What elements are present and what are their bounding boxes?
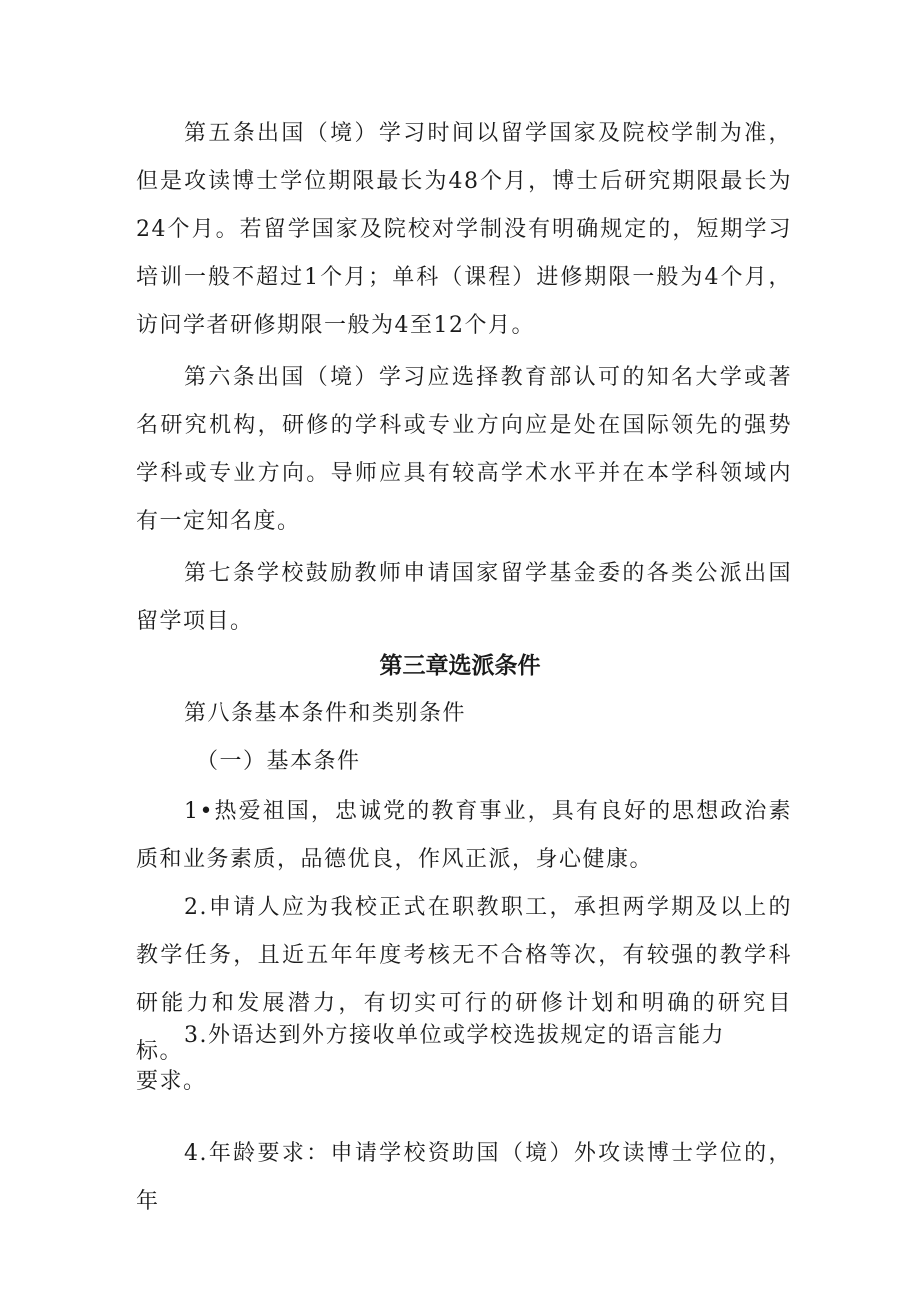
chapter-3-heading: 第三章选派条件 — [379, 653, 541, 679]
article-8-title: 第八条基本条件和类别条件 — [184, 701, 467, 726]
section-1-title: （一）基本条件 — [196, 749, 361, 774]
article-7-paragraph: 第七条学校鼓励教师申请国家留学基金委的各类公派出国留学项目。 — [136, 561, 792, 634]
article-5-paragraph: 第五条出国（境）学习时间以留学国家及院校学制为准，但是攻读博士学位期限最长为48个月，博士后研究期限最长为24个月。若留学国家及院校对学制没有明确规定的，短期学习培训一般不超过1个月；单科（课程）进修期限一般为4个月，访问学者研修期限一般为4至12个月。 — [136, 121, 792, 338]
item-3-line-1: 3.外语达到外方接收单位或学校选拔规定的语言能力 — [184, 1023, 725, 1048]
item-1-paragraph: 1•热爱祖国，忠诚党的教育事业，具有良好的思想政治素质和业务素质，品德优良，作风正派，身心健康。 — [136, 799, 792, 872]
article-6-paragraph: 第六条出国（境）学习应选择教育部认可的知名大学或著名研究机构，研修的学科或专业方向应是处在国际领先的强势学科或专业方向。导师应具有较高学术水平并在本学科领域内有一定知名度。 — [136, 365, 792, 534]
item-3-line-2: 要求。 — [136, 1069, 207, 1094]
item-4-paragraph: 4.年龄要求：申请学校资助国（境）外攻读博士学位的，年 — [136, 1141, 792, 1214]
item-2-paragraph: 2.申请人应为我校正式在职教职工，承担两学期及以上的教学任务，且近五年年度考核无不合格等次，有较强的教学科研能力和发展潜力，有切实可行的研修计划和明确的研究目标。 — [136, 895, 792, 1064]
